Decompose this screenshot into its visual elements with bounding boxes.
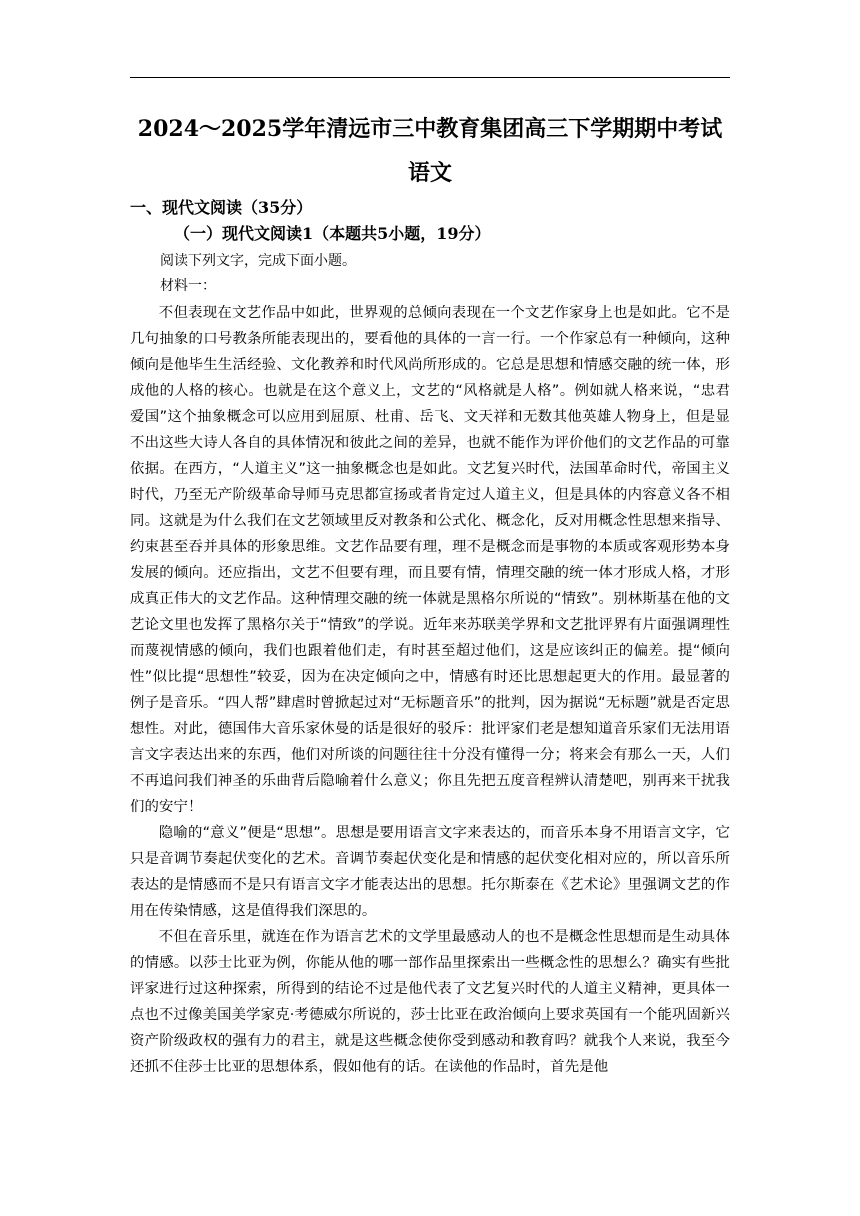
passage-body [130,300,730,1080]
subsection-heading: （一）现代文阅读1（本题共5小题，19分） [174,224,491,243]
subject-title: 语文 [407,160,452,186]
exam-title: 2024～2025学年清远市三中教育集团高三下学期期中考试 [137,116,723,142]
paragraph: 不但在音乐里，就连在作为语言艺术的文学里最感动人的也不是概念性思想而是生动具体的情感。以莎士比亚为例，你能从他的哪一部作品里探索出一些概念性的思想么？确实有些批评家进行过这种探索，所得到的结论不过是他代表了文艺复兴时代的人道主义精神，更具体一点也不过像美国美学家克·考德威尔所说的，莎士比亚在政治倾向上要求英国有一个能巩固新兴资产阶级政权的强有力的君主，就是这些概念使你受到感动和教育吗？就我个人来说，我至今还抓不住莎士比亚的思想体系，假如他有的话。在读他的作品时，首先是他 [130,929,730,1075]
paragraph: 不但表现在文艺作品中如此，世界观的总倾向表现在一个文艺作家身上也是如此。它不是几句抽象的口号教条所能表现出的，要看他的具体的一言一行。一个作家总有一种倾向，这种倾向是他毕生生活经验、文化教养和时代风尚所形成的。它总是思想和情感交融的统一体，形成他的人格的核心。也就是在这个意义上，文艺的“风格就是人格”。例如就人格来说，“忠君爱国”这个抽象概念可以应用到屈原、杜甫、岳飞、文天祥和无数其他英雄人物身上，但是显不出这些大诗人各自的具体情况和彼此之间的差异，也就不能作为评价他们的文艺作品的可靠依据。在西方，“人道主义”这一抽象概念也是如此。文艺复兴时代，法国革命时代，帝国主义时代，乃至无产阶级革命导师马克思都宣扬或者肯定过人道主义，但是具体的内容意义各不相同。这就是为什么我们在文艺领域里反对教条和公式化、概念化，反对用概念性思想来指导、约束甚至吞并具体的形象思维。文艺作品要有理，理不是概念而是事物的本质或客观形势本身发展的倾向。还应指出，文艺不但要有理，而且要有情，情理交融的统一体才形成人格，才形成真正伟大的文艺作品。这种情理交融的统一体就是黑格尔所说的“情致”。别林斯基在他的文艺论文里也发挥了黑格尔关于“情致”的学说。近年来苏联美学界和文艺批评界有片面强调理性而蔑视情感的倾向，我们也跟着他们走，有时甚至超过他们，这是应该纠正的偏差。提“倾向性”似比提“思想性”较妥，因为在决定倾向之中，情感有时还比思想起更大的作用。最显著的例子是音乐。“四人帮”肆虐时曾掀起过对“无标题音乐”的批判，因为据说“无标题”就是否定思想性。对此，德国伟大音乐家休曼的话是很好的驳斥：批评家们老是想知道音乐家们无法用语言文字表达出来的东西，他们对所谈的问题往往十分没有懂得一分；将来会有那么一天，人们不再追问我们神圣的乐曲背后隐喻着什么意义；你且先把五度音程辨认清楚吧，别再来干扰我们的安宁！ [130,305,730,815]
section-heading: 一、现代文阅读（35分） [130,198,313,217]
material-label: 材料一： [160,278,216,294]
header-rule [130,77,730,78]
paragraph: 隐喻的“意义”便是“思想”。思想是要用语言文字来表达的，而音乐本身不用语言文字，它只是音调节奏起伏变化的艺术。音调节奏起伏变化是和情感的起伏变化相对应的，所以音乐所表达的是情感而不是只有语言文字才能表达出的思想。托尔斯泰在《艺术论》里强调文艺的作用在传染情感，这是值得我们深思的。 [130,825,730,919]
instruction-text: 阅读下列文字，完成下面小题。 [160,253,356,269]
